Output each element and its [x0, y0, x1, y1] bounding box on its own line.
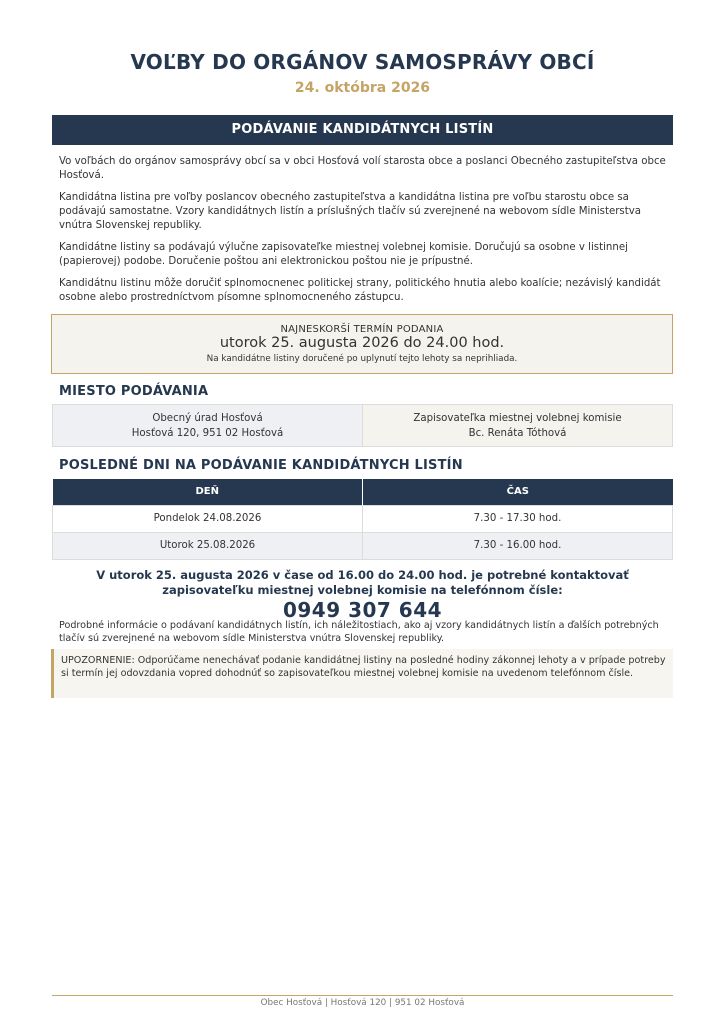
deadline-label: NAJNESKORŠÍ TERMÍN PODANIA — [280, 324, 444, 335]
day-cell: Utorok 25.08.2026 — [53, 532, 363, 559]
contact-line: V utorok 25. augusta 2026 v čase od 16.00 do 24.00 hod. je potrebné kontaktovať — [96, 568, 629, 582]
column-header-day: DEŇ — [53, 479, 363, 505]
intro-paragraph: Kandidátnu listinu môže doručiť splnomocnenec politickej strany, politického hnutia alebo koalície; nezávislý kandidát osobne alebo prostredníctvom písomne splnomocneného zástupcu. — [59, 278, 661, 303]
intro-paragraph: Vo voľbách do orgánov samosprávy obcí sa v obci Hosťová volí starosta obce a poslanci Obecného zastupiteľstva obce Hosťová. — [59, 156, 666, 181]
deadline-note: Na kandidátne listiny doručené po uplynutí tejto lehoty sa neprihliada. — [206, 354, 518, 364]
footer-text: Obec Hosťová | Hosťová 120 | 951 02 Hosťová — [260, 998, 465, 1008]
page-title: VOĽBY DO ORGÁNOV SAMOSPRÁVY OBCÍ — [130, 50, 595, 74]
time-cell: 7.30 - 16.00 hod. — [363, 532, 673, 559]
table-header-row — [53, 479, 673, 505]
office-street: Hosťová 120, 951 02 Hosťová — [131, 428, 284, 439]
days-heading: POSLEDNÉ DNI NA PODÁVANIE KANDIDÁTNYCH LISTÍN — [59, 458, 463, 473]
intro-text — [59, 155, 669, 313]
warning-box: UPOZORNENIE: Odporúčame nenechávať podanie kandidátnej listiny na posledné hodiny zákonnej lehoty a v prípade potreby si termín jej odovzdania vopred dohodnúť so zapisovateľkou miestnej volebnej komisie na uvedenom telefónnom čísle. — [51, 649, 673, 698]
day-cell: Pondelok 24.08.2026 — [53, 505, 363, 532]
section-banner: PODÁVANIE KANDIDÁTNYCH LISTÍN — [52, 115, 673, 145]
recorder-name: Bc. Renáta Tóthová — [468, 428, 567, 439]
info-text: Podrobné informácie o podávaní kandidátnych listín, ich náležitostiach, ako aj vzory kandidátnych listín a ďalších potrebných tlačív sú zverejnené na webovom sídle Ministerstva vnútra Slovenskej republiky. — [59, 620, 659, 644]
time-cell: 7.30 - 17.30 hod. — [363, 505, 673, 532]
place-heading: MIESTO PODÁVANIA — [59, 384, 209, 399]
place-boxes — [52, 404, 673, 447]
intro-paragraph: Kandidátna listina pre voľby poslancov obecného zastupiteľstva a kandidátna listina pre voľbu starostu obce sa podávajú samostatne. Vzory kandidátnych listín a príslušných tlačív sú zverejnené na webovom sídle Ministerstva vnútra Slovenskej republiky. — [59, 192, 642, 231]
contact-line: zapisovateľku miestnej volebnej komisie na telefónnom čísle: — [162, 582, 563, 597]
phone-number: 0949 307 644 — [282, 598, 443, 622]
submission-days-table — [52, 479, 673, 560]
footer-divider — [52, 995, 673, 996]
recorder-role: Zapisovateľka miestnej volebnej komisie — [413, 413, 622, 424]
table-row — [53, 505, 673, 532]
office-address — [53, 405, 363, 446]
office-name: Obecný úrad Hosťová — [152, 413, 263, 424]
column-header-time: ČAS — [363, 479, 673, 505]
intro-paragraph: Kandidátne listiny sa podávajú výlučne zapisovateľke miestnej volebnej komisie. Doručujú sa osobne v listinnej (papierovej) podobe. Doručenie poštou ani elektronickou poštou nie je prípustné. — [59, 242, 628, 267]
recorder-contact — [363, 405, 672, 446]
deadline-value: utorok 25. augusta 2026 do 24.00 hod. — [219, 335, 505, 351]
deadline-box — [51, 314, 673, 374]
election-date: 24. októbra 2026 — [294, 80, 431, 96]
contact-instructions — [52, 568, 673, 597]
table-row — [53, 532, 673, 559]
